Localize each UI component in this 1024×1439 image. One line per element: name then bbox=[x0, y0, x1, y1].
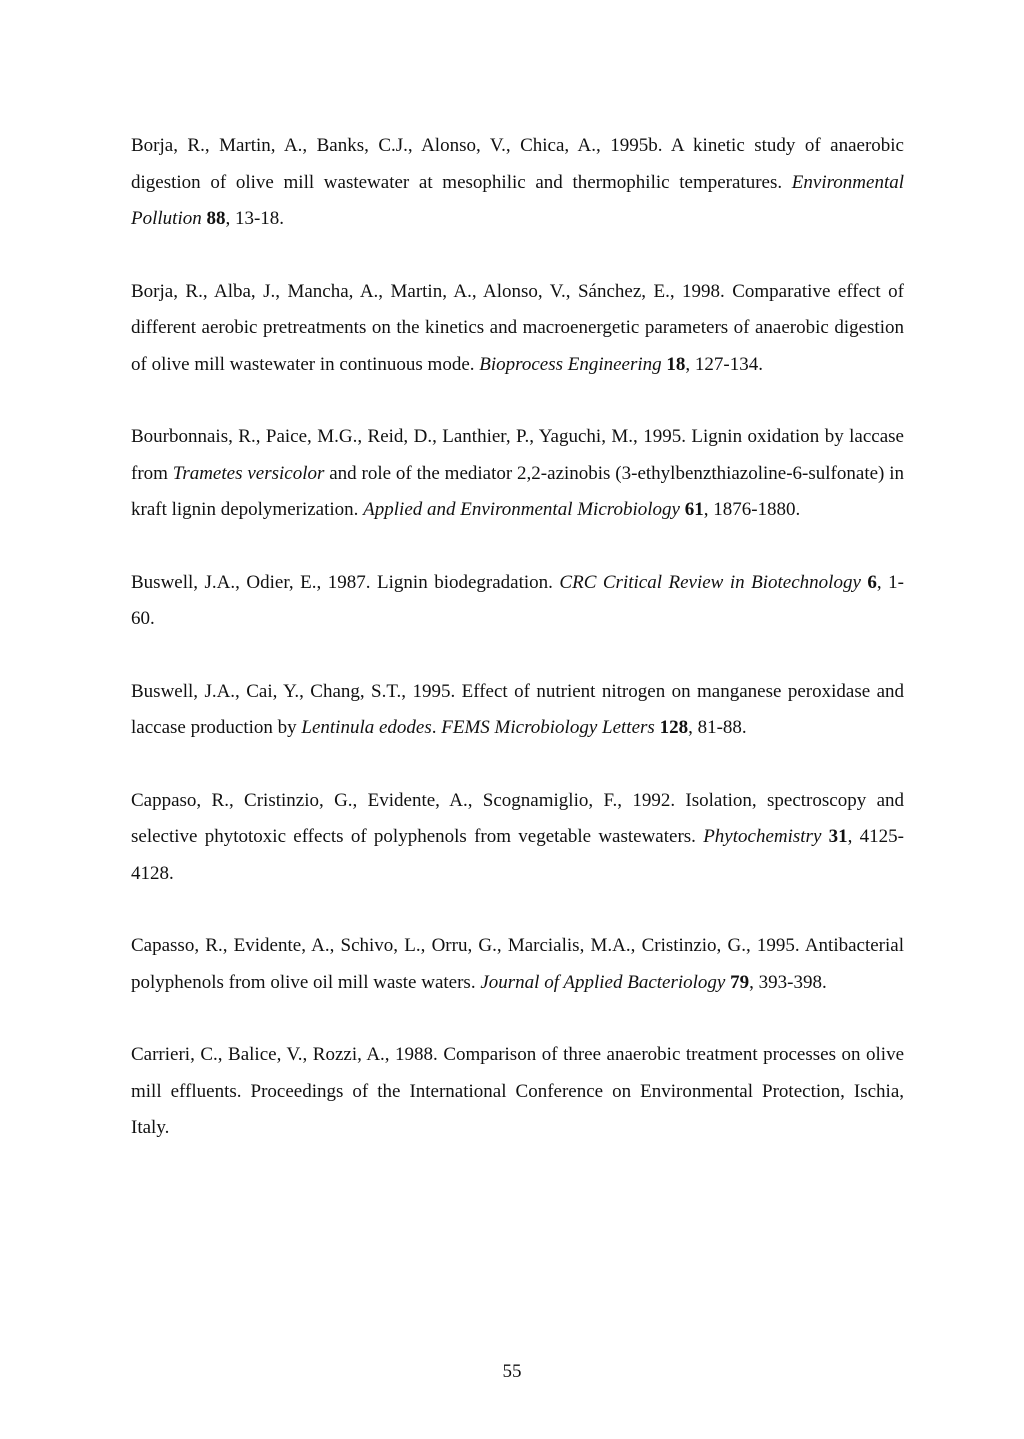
reference-list bbox=[131, 128, 904, 1183]
reference-entry bbox=[131, 128, 904, 238]
journal-title: FEMS Microbiology Letters bbox=[441, 717, 655, 738]
reference-pages: , 393-398. bbox=[749, 971, 827, 993]
reference-pages: , 1876-1880. bbox=[703, 499, 801, 520]
journal-volume: 88 bbox=[206, 208, 226, 229]
reference-pages: , 81-88. bbox=[688, 717, 747, 738]
reference-text: Carrieri, C., Balice, V., Rozzi, A., 1988. Comparison of three anaerobic treatment processes on olive mill effluents. Proceedings of the International Conference on Environmental Protection, Ischia, Italy. bbox=[131, 1044, 904, 1138]
reference-text: Borja, R., Martin, A., Banks, C.J., Alonso, V., Chica, A., 1995b. A kinetic study of anaerobic digestion of olive mill wastewater at mesophilic and thermophilic temperatures. bbox=[131, 135, 904, 193]
journal-title: Bioprocess Engineering bbox=[479, 353, 662, 375]
reference-text: Buswell, J.A., Cai, Y., Chang, S.T., 1995. Effect of nutrient nitrogen on manganese peroxidase and laccase production by bbox=[131, 680, 904, 738]
journal-volume: 79 bbox=[730, 971, 750, 993]
journal-volume: 128 bbox=[659, 717, 689, 738]
journal-volume: 6 bbox=[867, 571, 877, 593]
journal-title: CRC Critical Review in Biotechnology bbox=[559, 571, 861, 593]
reference-entry bbox=[131, 1037, 904, 1147]
reference-text: and role of the mediator 2,2-azinobis (3-ethylbenzthiazoline-6-sulfonate) in kraft lignin depolymerization. bbox=[131, 462, 904, 520]
journal-volume: 18 bbox=[666, 353, 686, 375]
reference-entry bbox=[131, 928, 904, 1001]
reference-text: Borja, R., Alba, J., Mancha, A., Martin, A., Alonso, V., Sánchez, E., 1998. Comparative effect of different aerobic pretreatments on the kinetics and macroenergetic parameters of anaerobic digestion of olive mill wastewater in continuous mode. bbox=[131, 280, 904, 375]
journal-title: Environmental Pollution bbox=[131, 171, 904, 229]
reference-pages: , 1-60. bbox=[131, 571, 904, 629]
reference-entry bbox=[131, 674, 904, 747]
reference-pages: , 4125-4128. bbox=[131, 826, 905, 884]
reference-entry bbox=[131, 783, 904, 893]
journal-title: Journal of Applied Bacteriology bbox=[480, 971, 726, 993]
reference-text: Bourbonnais, R., Paice, M.G., Reid, D., Lanthier, P., Yaguchi, M., 1995. Lignin oxidation by laccase from bbox=[131, 426, 904, 484]
reference-text: Cappaso, R., Cristinzio, G., Evidente, A., Scognamiglio, F., 1992. Isolation, spectroscopy and selective phytotoxic effects of polyphenols from vegetable wastewaters. bbox=[131, 789, 904, 847]
journal-title: Phytochemistry bbox=[703, 826, 822, 847]
reference-entry bbox=[131, 274, 904, 384]
species-name: Trametes versicolor bbox=[172, 462, 325, 484]
reference-pages: , 127-134. bbox=[685, 353, 763, 375]
page-number: 55 bbox=[502, 1361, 522, 1382]
reference-text: . bbox=[431, 717, 442, 738]
reference-text: Buswell, J.A., Odier, E., 1987. Lignin biodegradation. bbox=[131, 571, 560, 593]
journal-title: Applied and Environmental Microbiology bbox=[363, 499, 680, 520]
reference-text: Capasso, R., Evidente, A., Schivo, L., Orru, G., Marcialis, M.A., Cristinzio, G., 1995. Antibacterial polyphenols from olive oil mill waste waters. bbox=[131, 935, 904, 993]
reference-entry bbox=[131, 565, 904, 638]
species-name: Lentinula edodes bbox=[301, 717, 432, 738]
reference-entry bbox=[131, 419, 904, 529]
reference-pages: , 13-18. bbox=[225, 208, 285, 229]
journal-volume: 61 bbox=[684, 499, 704, 520]
journal-volume: 31 bbox=[828, 826, 848, 847]
